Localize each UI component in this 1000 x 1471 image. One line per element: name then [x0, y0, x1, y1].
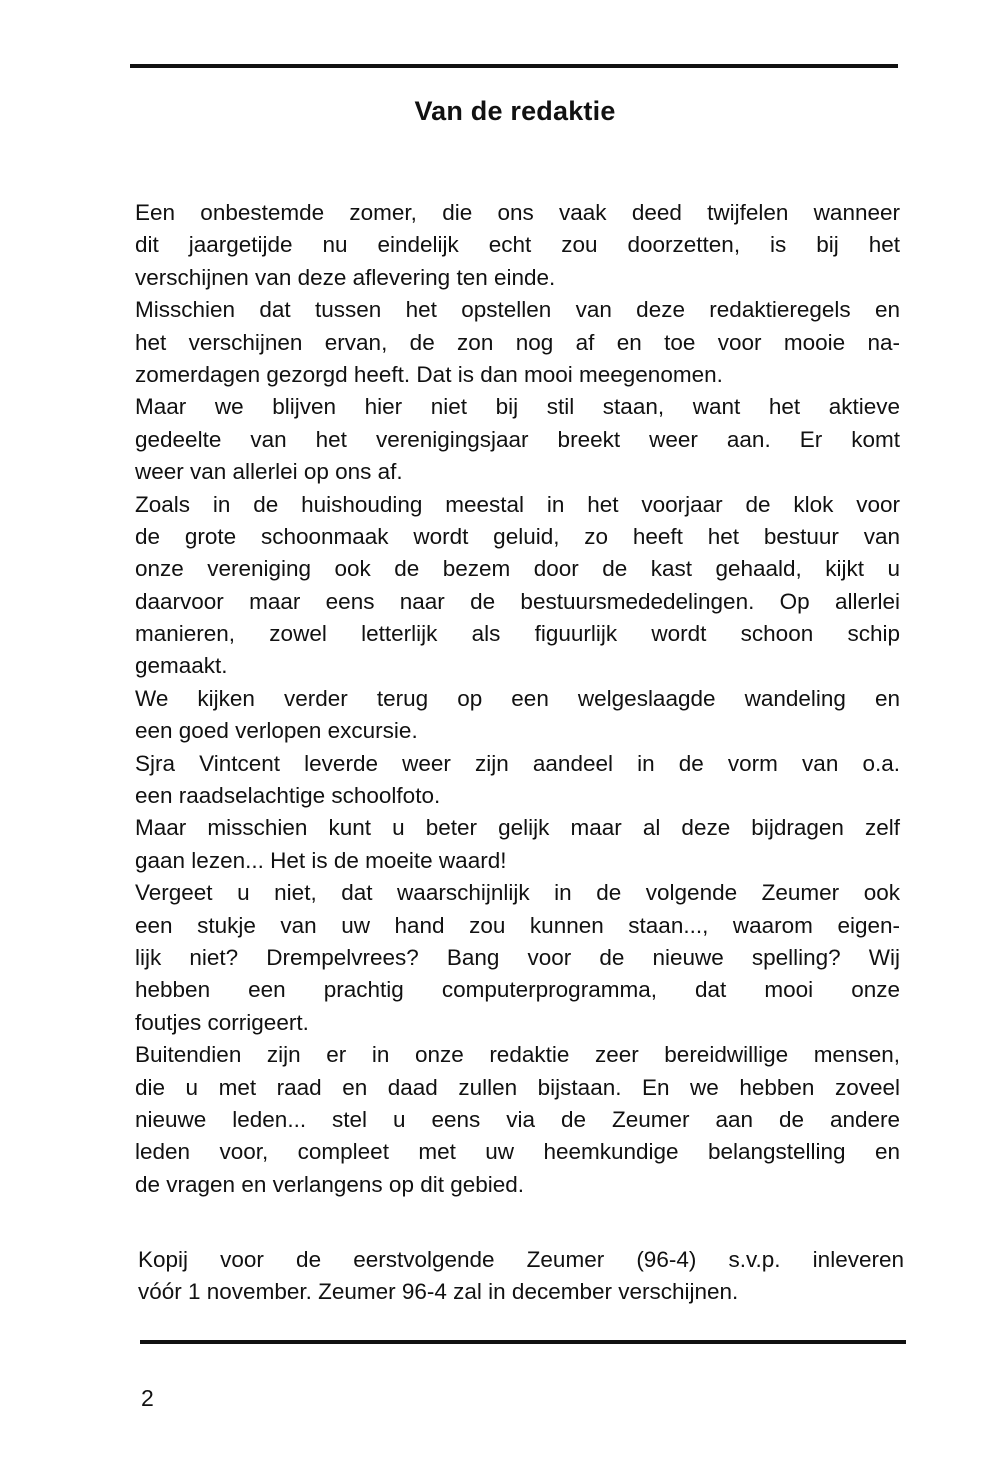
text-line: manieren, zowel letterlijk als figuurlijk wordt schoon schip [135, 621, 900, 647]
text-line: gemaakt. [135, 653, 228, 679]
text-line: daarvoor maar eens naar de bestuursmededelingen. Op allerlei [135, 588, 900, 614]
paragraph [135, 294, 900, 391]
text-line: Maar we blijven hier niet bij stil staan, want het aktieve [135, 394, 900, 420]
text-line: Misschien dat tussen het opstellen van deze redaktieregels en [135, 297, 900, 323]
text-line: zomerdagen gezorgd heeft. Dat is dan mooi meegenomen. [135, 361, 723, 387]
text-line: gaan lezen... Het is de moeite waard! [135, 847, 507, 873]
text-line: Sjra Vintcent leverde weer zijn aandeel in de vorm van o.a. [135, 750, 900, 776]
paragraph [135, 1039, 900, 1201]
text-line: We kijken verder terug op een welgeslaagde wandeling en [135, 685, 900, 711]
top-rule [130, 64, 898, 68]
text-line: gedeelte van het verenigingsjaar breekt weer aan. Er komt [135, 426, 900, 452]
text-line: de vragen en verlangens op dit gebied. [135, 1171, 525, 1197]
paragraph [135, 197, 900, 294]
copy-deadline-note [138, 1244, 904, 1309]
paragraph [135, 489, 900, 683]
paragraph [135, 683, 900, 748]
text-line: foutjes corrigeert. [135, 1009, 309, 1035]
text-line: Een onbestemde zomer, die ons vaak deed twijfelen wanneer [135, 200, 900, 225]
text-line: Maar misschien kunt u beter gelijk maar al deze bijdragen zelf [135, 815, 900, 841]
text-line: leden voor, compleet met uw heemkundige belangstelling en [135, 1139, 900, 1165]
text-line: Buitendien zijn er in onze redaktie zeer bereidwillige mensen, [135, 1042, 900, 1068]
note-line: vóór 1 november. Zeumer 96-4 zal in december verschijnen. [138, 1279, 739, 1305]
text-line: Zoals in de huishouding meestal in het voorjaar de klok voor [135, 491, 900, 517]
paragraph [135, 391, 900, 488]
text-line: een goed verlopen excursie. [135, 718, 418, 744]
text-line: Vergeet u niet, dat waarschijnlijk in de volgende Zeumer ook [135, 880, 900, 906]
paragraph [135, 748, 900, 813]
paragraph [135, 877, 900, 1039]
text-line: het verschijnen ervan, de zon nog af en toe voor mooie na- [135, 329, 900, 355]
text-line: onze vereniging ook de bezem door de kast gehaald, kijkt u [135, 556, 900, 582]
text-line: lijk niet? Drempelvrees? Bang voor de nieuwe spelling? Wij [135, 944, 900, 970]
page-title: Van de redaktie [414, 96, 616, 126]
page-number: 2 [141, 1385, 154, 1411]
note-line: Kopij voor de eerstvolgende Zeumer (96-4) s.v.p. inleveren [138, 1247, 904, 1272]
paragraph [135, 812, 900, 877]
text-line: een raadselachtige schoolfoto. [135, 783, 441, 809]
text-line: hebben een prachtig computerprogramma, dat mooi onze [135, 977, 900, 1003]
text-line: een stukje van uw hand zou kunnen staan..., waarom eigen- [135, 912, 900, 938]
text-line: die u met raad en daad zullen bijstaan. En we hebben zoveel [135, 1074, 900, 1100]
text-line: de grote schoonmaak wordt geluid, zo heeft het bestuur van [135, 523, 900, 549]
article-body [135, 197, 900, 1201]
bottom-rule [140, 1340, 906, 1344]
text-line: weer van allerlei op ons af. [135, 459, 403, 485]
text-line: nieuwe leden... stel u eens via de Zeumer aan de andere [135, 1106, 900, 1132]
text-line: verschijnen van deze aflevering ten einde. [135, 264, 556, 290]
text-line: dit jaargetijde nu eindelijk echt zou doorzetten, is bij het [135, 232, 900, 258]
